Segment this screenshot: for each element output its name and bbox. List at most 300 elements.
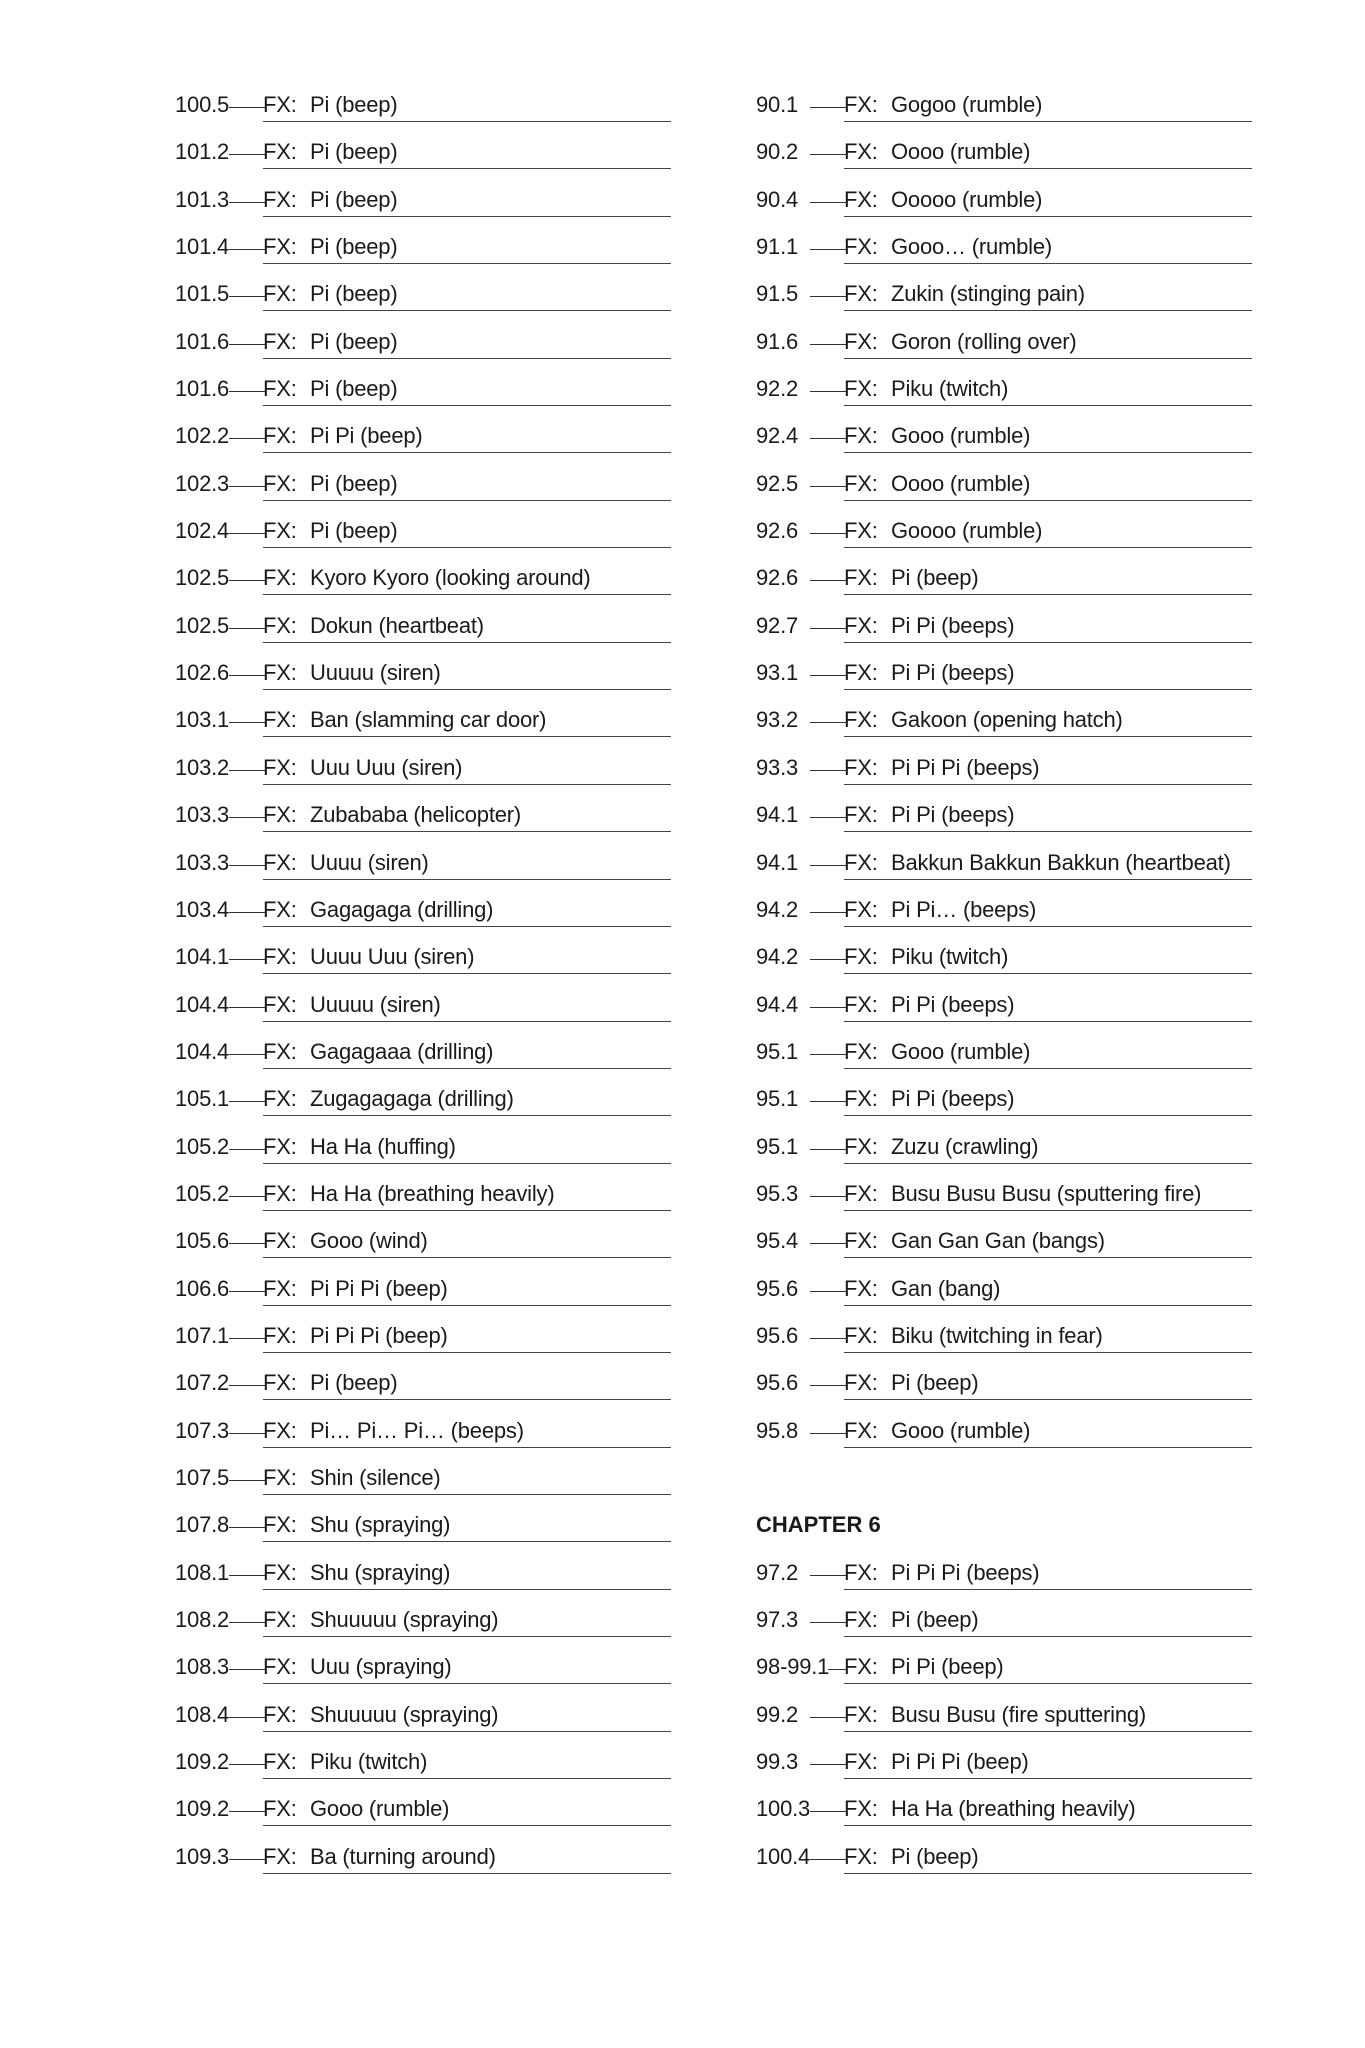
leader-dash bbox=[810, 391, 846, 392]
underline-rule bbox=[263, 1352, 671, 1353]
leader-dash bbox=[229, 202, 265, 203]
fx-entry bbox=[756, 938, 1252, 985]
fx-label: FX: bbox=[844, 470, 878, 496]
page-number: 101.5 bbox=[175, 281, 230, 307]
fx-label: FX: bbox=[844, 281, 878, 307]
page-number: 93.1 bbox=[756, 660, 799, 686]
page-number: 94.1 bbox=[756, 802, 799, 828]
fx-label: FX: bbox=[844, 1796, 878, 1822]
leader-dash bbox=[229, 1527, 265, 1528]
underline-rule bbox=[263, 1210, 671, 1211]
fx-description: Zukin (stinging pain) bbox=[891, 281, 1085, 307]
page-number: 94.2 bbox=[756, 896, 799, 922]
fx-label: FX: bbox=[263, 1654, 297, 1680]
fx-label: FX: bbox=[263, 896, 297, 922]
fx-label: FX: bbox=[263, 565, 297, 591]
fx-description: Pi (beep) bbox=[891, 1370, 979, 1396]
leader-dash bbox=[229, 296, 265, 297]
fx-description: Pi (beep) bbox=[310, 139, 398, 165]
leader-dash bbox=[229, 628, 265, 629]
fx-label: FX: bbox=[844, 234, 878, 260]
leader-dash bbox=[810, 722, 846, 723]
fx-description: Pi Pi (beep) bbox=[310, 423, 423, 449]
fx-label: FX: bbox=[263, 754, 297, 780]
page-number: 101.2 bbox=[175, 139, 230, 165]
underline-rule bbox=[263, 168, 671, 169]
underline-rule bbox=[844, 1873, 1252, 1874]
underline-rule bbox=[844, 1163, 1252, 1164]
underline-rule bbox=[263, 784, 671, 785]
fx-description: Pi (beep) bbox=[310, 186, 398, 212]
fx-entry bbox=[175, 465, 671, 512]
fx-label: FX: bbox=[844, 186, 878, 212]
leader-dash bbox=[810, 486, 846, 487]
page-number: 106.6 bbox=[175, 1275, 230, 1301]
underline-rule bbox=[844, 1731, 1252, 1732]
fx-entry bbox=[756, 275, 1252, 322]
fx-label: FX: bbox=[263, 802, 297, 828]
fx-label: FX: bbox=[844, 1607, 878, 1632]
page-number: 101.3 bbox=[175, 186, 230, 212]
fx-entry bbox=[756, 1033, 1252, 1080]
page-number: 99.3 bbox=[756, 1749, 799, 1775]
fx-label: FX: bbox=[844, 660, 878, 686]
leader-dash bbox=[810, 154, 846, 155]
fx-description: Pi Pi (beeps) bbox=[891, 991, 1015, 1017]
leader-dash bbox=[229, 1764, 265, 1765]
leader-dash bbox=[810, 107, 846, 108]
fx-label: FX: bbox=[263, 518, 297, 544]
page-number: 105.2 bbox=[175, 1180, 230, 1206]
leader-dash bbox=[229, 1859, 265, 1860]
underline-rule bbox=[844, 1352, 1252, 1353]
page-number: 94.4 bbox=[756, 991, 799, 1017]
underline-rule bbox=[844, 594, 1252, 595]
fx-entry bbox=[756, 844, 1252, 891]
underline-rule bbox=[844, 1447, 1252, 1448]
fx-label: FX: bbox=[263, 186, 297, 212]
underline-rule bbox=[263, 926, 671, 927]
fx-description: Ban (slamming car door) bbox=[310, 707, 547, 733]
fx-description: Kyoro Kyoro (looking around) bbox=[310, 565, 591, 591]
leader-dash bbox=[229, 770, 265, 771]
page-number: 95.6 bbox=[756, 1322, 799, 1348]
fx-entry bbox=[756, 370, 1252, 417]
fx-entry bbox=[175, 86, 671, 133]
leader-dash bbox=[810, 438, 846, 439]
underline-rule bbox=[844, 358, 1252, 359]
fx-description: Shuuuuu (spraying) bbox=[310, 1607, 499, 1632]
page-number: 103.4 bbox=[175, 896, 230, 922]
fx-entry bbox=[175, 938, 671, 985]
fx-description: Pi Pi… (beeps) bbox=[891, 896, 1037, 922]
underline-rule bbox=[263, 1494, 671, 1495]
fx-entry bbox=[175, 133, 671, 180]
leader-dash bbox=[810, 817, 846, 818]
underline-rule bbox=[844, 1399, 1252, 1400]
fx-label: FX: bbox=[844, 1749, 878, 1775]
underline-rule bbox=[263, 1115, 671, 1116]
fx-description: Zuzu (crawling) bbox=[891, 1133, 1039, 1159]
underline-rule bbox=[263, 973, 671, 974]
fx-entry bbox=[175, 844, 671, 891]
fx-description: Pi Pi Pi (beep) bbox=[310, 1275, 448, 1301]
underline-rule bbox=[844, 1068, 1252, 1069]
fx-label: FX: bbox=[844, 1322, 878, 1348]
page-number: 92.2 bbox=[756, 376, 799, 402]
fx-entry bbox=[756, 891, 1252, 938]
leader-dash bbox=[229, 959, 265, 960]
fx-entry bbox=[175, 1743, 671, 1790]
leader-dash bbox=[810, 249, 846, 250]
leader-dash bbox=[810, 1385, 846, 1386]
fx-label: FX: bbox=[263, 1038, 297, 1064]
fx-entry bbox=[175, 1128, 671, 1175]
page-number: 107.2 bbox=[175, 1370, 230, 1396]
fx-description: Dokun (heartbeat) bbox=[310, 612, 484, 638]
fx-description: Pi (beep) bbox=[310, 1370, 398, 1396]
fx-label: FX: bbox=[263, 1275, 297, 1301]
leader-dash bbox=[810, 1811, 846, 1812]
leader-dash bbox=[229, 1291, 265, 1292]
underline-rule bbox=[263, 121, 671, 122]
underline-rule bbox=[844, 168, 1252, 169]
fx-description: Uuuu (siren) bbox=[310, 849, 429, 875]
fx-label: FX: bbox=[263, 1180, 297, 1206]
fx-label: FX: bbox=[844, 1654, 878, 1680]
fx-description: Gooo (rumble) bbox=[891, 423, 1031, 449]
fx-label: FX: bbox=[263, 660, 297, 686]
fx-entry bbox=[175, 1317, 671, 1364]
leader-dash bbox=[810, 1338, 846, 1339]
fx-description: Gagagaga (drilling) bbox=[310, 896, 494, 922]
fx-description: Pi Pi Pi (beeps) bbox=[891, 754, 1040, 780]
fx-entry bbox=[175, 1412, 671, 1459]
page-number: 102.5 bbox=[175, 565, 230, 591]
fx-label: FX: bbox=[263, 1607, 297, 1632]
leader-dash bbox=[810, 628, 846, 629]
page-number: 101.6 bbox=[175, 376, 230, 402]
fx-description: Uuuuu (siren) bbox=[310, 991, 441, 1017]
leader-dash bbox=[810, 1575, 846, 1576]
leader-dash bbox=[229, 722, 265, 723]
fx-entry bbox=[175, 1554, 671, 1601]
fx-description: Ha Ha (huffing) bbox=[310, 1133, 456, 1159]
fx-label: FX: bbox=[844, 802, 878, 828]
fx-entry bbox=[756, 1696, 1252, 1743]
leader-dash bbox=[810, 296, 846, 297]
fx-entry bbox=[756, 1270, 1252, 1317]
fx-entry bbox=[756, 749, 1252, 796]
underline-rule bbox=[263, 263, 671, 264]
fx-entry bbox=[175, 1033, 671, 1080]
page-number: 95.1 bbox=[756, 1133, 799, 1159]
fx-description: Pi Pi (beeps) bbox=[891, 1086, 1015, 1112]
leader-dash bbox=[229, 1575, 265, 1576]
underline-rule bbox=[263, 1399, 671, 1400]
fx-entry bbox=[175, 275, 671, 322]
page-number: 102.6 bbox=[175, 660, 230, 686]
fx-description: Biku (twitching in fear) bbox=[891, 1322, 1103, 1348]
page-number: 92.5 bbox=[756, 470, 799, 496]
underline-rule bbox=[844, 405, 1252, 406]
leader-dash bbox=[229, 1480, 265, 1481]
leader-dash bbox=[810, 1196, 846, 1197]
underline-rule bbox=[263, 594, 671, 595]
fx-label: FX: bbox=[263, 1796, 297, 1822]
fx-entry bbox=[756, 1554, 1252, 1601]
fx-entry bbox=[756, 1175, 1252, 1222]
fx-entry bbox=[756, 465, 1252, 512]
leader-dash bbox=[810, 202, 846, 203]
leader-dash bbox=[229, 1338, 265, 1339]
fx-description: Pi Pi (beeps) bbox=[891, 802, 1015, 828]
fx-description: Gooo (rumble) bbox=[891, 1038, 1031, 1064]
fx-description: Gan (bang) bbox=[891, 1275, 1001, 1301]
underline-rule bbox=[844, 310, 1252, 311]
leader-dash bbox=[229, 344, 265, 345]
page-number: 97.2 bbox=[756, 1559, 799, 1585]
fx-label: FX: bbox=[844, 565, 878, 591]
page-number: 107.5 bbox=[175, 1464, 230, 1490]
fx-label: FX: bbox=[263, 92, 297, 117]
fx-description: Shin (silence) bbox=[310, 1464, 441, 1490]
fx-description: Shu (spraying) bbox=[310, 1559, 451, 1585]
fx-description: Goooo (rumble) bbox=[891, 518, 1043, 544]
underline-rule bbox=[263, 736, 671, 737]
underline-rule bbox=[844, 926, 1252, 927]
fx-entry bbox=[175, 559, 671, 606]
fx-entry bbox=[756, 133, 1252, 180]
underline-rule bbox=[844, 642, 1252, 643]
fx-description: Pi (beep) bbox=[310, 518, 398, 544]
leader-dash bbox=[229, 1717, 265, 1718]
page-number: 93.3 bbox=[756, 754, 799, 780]
page-number: 105.1 bbox=[175, 1086, 230, 1112]
page-number: 91.6 bbox=[756, 328, 799, 354]
fx-description: Gooo (rumble) bbox=[310, 1796, 450, 1822]
underline-rule bbox=[844, 1825, 1252, 1826]
fx-description: Uuu Uuu (siren) bbox=[310, 754, 463, 780]
fx-description: Uuuu Uuu (siren) bbox=[310, 944, 475, 970]
page-number: 103.1 bbox=[175, 707, 230, 733]
underline-rule bbox=[844, 121, 1252, 122]
underline-rule bbox=[844, 831, 1252, 832]
fx-label: FX: bbox=[844, 518, 878, 544]
leader-dash bbox=[810, 1859, 846, 1860]
fx-label: FX: bbox=[844, 991, 878, 1017]
page-number: 102.4 bbox=[175, 518, 230, 544]
fx-entry bbox=[175, 1270, 671, 1317]
page-number: 100.4 bbox=[756, 1843, 811, 1869]
fx-description: Piku (twitch) bbox=[891, 944, 1009, 970]
fx-label: FX: bbox=[263, 328, 297, 354]
fx-label: FX: bbox=[844, 896, 878, 922]
fx-description: Pi (beep) bbox=[891, 1843, 979, 1869]
fx-label: FX: bbox=[263, 707, 297, 733]
fx-label: FX: bbox=[263, 944, 297, 970]
fx-label: FX: bbox=[263, 139, 297, 165]
underline-rule bbox=[263, 1636, 671, 1637]
fx-entry bbox=[756, 1317, 1252, 1364]
page-number: 100.3 bbox=[756, 1796, 811, 1822]
underline-rule bbox=[844, 216, 1252, 217]
fx-description: Pi Pi Pi (beep) bbox=[891, 1749, 1029, 1775]
page-number: 95.1 bbox=[756, 1086, 799, 1112]
page-number: 101.6 bbox=[175, 328, 230, 354]
page-number: 103.2 bbox=[175, 754, 230, 780]
page-number: 108.4 bbox=[175, 1701, 230, 1727]
fx-description: Pi (beep) bbox=[310, 470, 398, 496]
page-number: 92.6 bbox=[756, 518, 799, 544]
underline-rule bbox=[263, 1068, 671, 1069]
fx-entry bbox=[175, 1696, 671, 1743]
fx-entry bbox=[756, 559, 1252, 606]
underline-rule bbox=[263, 1873, 671, 1874]
fx-description: Gagagaaa (drilling) bbox=[310, 1038, 494, 1064]
fx-label: FX: bbox=[263, 1464, 297, 1490]
fx-entry bbox=[175, 1175, 671, 1222]
fx-description: Pi (beep) bbox=[310, 234, 398, 260]
underline-rule bbox=[263, 831, 671, 832]
leader-dash bbox=[229, 580, 265, 581]
fx-entry bbox=[175, 1838, 671, 1885]
page-number: 109.2 bbox=[175, 1796, 230, 1822]
underline-rule bbox=[844, 1021, 1252, 1022]
underline-rule bbox=[263, 1778, 671, 1779]
fx-entry bbox=[756, 228, 1252, 275]
page-number: 102.5 bbox=[175, 612, 230, 638]
fx-description: Gakoon (opening hatch) bbox=[891, 707, 1123, 733]
fx-entry bbox=[756, 796, 1252, 843]
fx-description: Oooo (rumble) bbox=[891, 470, 1031, 496]
page-number: 90.2 bbox=[756, 139, 799, 165]
page-number: 109.3 bbox=[175, 1843, 230, 1869]
page-number: 95.1 bbox=[756, 1038, 799, 1064]
page-number: 101.4 bbox=[175, 234, 230, 260]
fx-description: Ha Ha (breathing heavily) bbox=[891, 1796, 1136, 1822]
fx-description: Uuuuu (siren) bbox=[310, 660, 441, 686]
fx-description: Zubababa (helicopter) bbox=[310, 802, 522, 828]
page-number: 95.6 bbox=[756, 1275, 799, 1301]
fx-description: Pi Pi Pi (beep) bbox=[310, 1322, 448, 1348]
underline-rule bbox=[263, 879, 671, 880]
fx-entry bbox=[175, 323, 671, 370]
underline-rule bbox=[263, 642, 671, 643]
fx-description: Gan Gan Gan (bangs) bbox=[891, 1228, 1105, 1254]
leader-dash bbox=[229, 675, 265, 676]
leader-dash bbox=[810, 1007, 846, 1008]
fx-entry bbox=[756, 1790, 1252, 1837]
fx-entry bbox=[175, 228, 671, 275]
fx-entry bbox=[175, 1506, 671, 1553]
underline-rule bbox=[263, 500, 671, 501]
fx-description: Gogoo (rumble) bbox=[891, 92, 1043, 117]
underline-rule bbox=[844, 973, 1252, 974]
fx-description: Pi Pi (beep) bbox=[891, 1654, 1004, 1680]
fx-description: Ha Ha (breathing heavily) bbox=[310, 1180, 555, 1206]
fx-description: Piku (twitch) bbox=[310, 1749, 428, 1775]
page-number: 95.6 bbox=[756, 1370, 799, 1396]
underline-rule bbox=[263, 689, 671, 690]
fx-description: Busu Busu (fire sputtering) bbox=[891, 1701, 1147, 1727]
leader-dash bbox=[810, 533, 846, 534]
fx-entry bbox=[756, 1364, 1252, 1411]
underline-rule bbox=[844, 547, 1252, 548]
fx-description: Pi (beep) bbox=[891, 565, 979, 591]
page-number: 105.6 bbox=[175, 1228, 230, 1254]
fx-label: FX: bbox=[263, 612, 297, 638]
page-number: 104.4 bbox=[175, 1038, 230, 1064]
underline-rule bbox=[844, 1683, 1252, 1684]
underline-rule bbox=[263, 310, 671, 311]
fx-entry bbox=[175, 181, 671, 228]
leader-dash bbox=[229, 1054, 265, 1055]
fx-description: Gooo (rumble) bbox=[891, 1417, 1031, 1443]
page-number: 104.4 bbox=[175, 991, 230, 1017]
fx-label: FX: bbox=[844, 139, 878, 165]
fx-label: FX: bbox=[263, 991, 297, 1017]
fx-entry bbox=[756, 654, 1252, 701]
leader-dash bbox=[810, 959, 846, 960]
leader-dash bbox=[229, 249, 265, 250]
leader-dash bbox=[810, 1054, 846, 1055]
leader-dash bbox=[229, 1007, 265, 1008]
fx-description: Pi (beep) bbox=[310, 328, 398, 354]
fx-entry bbox=[756, 1128, 1252, 1175]
fx-label: FX: bbox=[844, 1843, 878, 1869]
leader-dash bbox=[229, 865, 265, 866]
fx-label: FX: bbox=[844, 92, 878, 117]
fx-label: FX: bbox=[844, 1417, 878, 1443]
leader-dash bbox=[229, 1669, 265, 1670]
leader-dash bbox=[229, 154, 265, 155]
fx-label: FX: bbox=[263, 1701, 297, 1727]
page-number: 91.5 bbox=[756, 281, 799, 307]
leader-dash bbox=[229, 1385, 265, 1386]
fx-description: Shuuuuu (spraying) bbox=[310, 1701, 499, 1727]
page-number: 95.3 bbox=[756, 1180, 799, 1206]
fx-label: FX: bbox=[263, 376, 297, 402]
fx-entry bbox=[175, 417, 671, 464]
leader-dash bbox=[229, 533, 265, 534]
page-number: 103.3 bbox=[175, 849, 230, 875]
underline-rule bbox=[263, 358, 671, 359]
underline-rule bbox=[844, 1210, 1252, 1211]
page-number: 104.1 bbox=[175, 944, 230, 970]
fx-description: Gooo… (rumble) bbox=[891, 234, 1053, 260]
leader-dash bbox=[229, 486, 265, 487]
underline-rule bbox=[263, 1541, 671, 1542]
leader-dash bbox=[229, 107, 265, 108]
fx-label: FX: bbox=[263, 470, 297, 496]
fx-description: Pi Pi (beeps) bbox=[891, 660, 1015, 686]
fx-description: Pi (beep) bbox=[310, 376, 398, 402]
fx-description: Shu (spraying) bbox=[310, 1512, 451, 1538]
fx-entry bbox=[756, 701, 1252, 748]
fx-label: FX: bbox=[844, 1228, 878, 1254]
page-number: 109.2 bbox=[175, 1749, 230, 1775]
page-number: 107.8 bbox=[175, 1512, 230, 1538]
fx-description: Ba (turning around) bbox=[310, 1843, 496, 1869]
leader-dash bbox=[810, 344, 846, 345]
page-number: 95.4 bbox=[756, 1228, 799, 1254]
fx-label: FX: bbox=[844, 1370, 878, 1396]
fx-entry bbox=[756, 986, 1252, 1033]
fx-label: FX: bbox=[263, 1417, 297, 1443]
underline-rule bbox=[263, 452, 671, 453]
leader-dash bbox=[229, 438, 265, 439]
